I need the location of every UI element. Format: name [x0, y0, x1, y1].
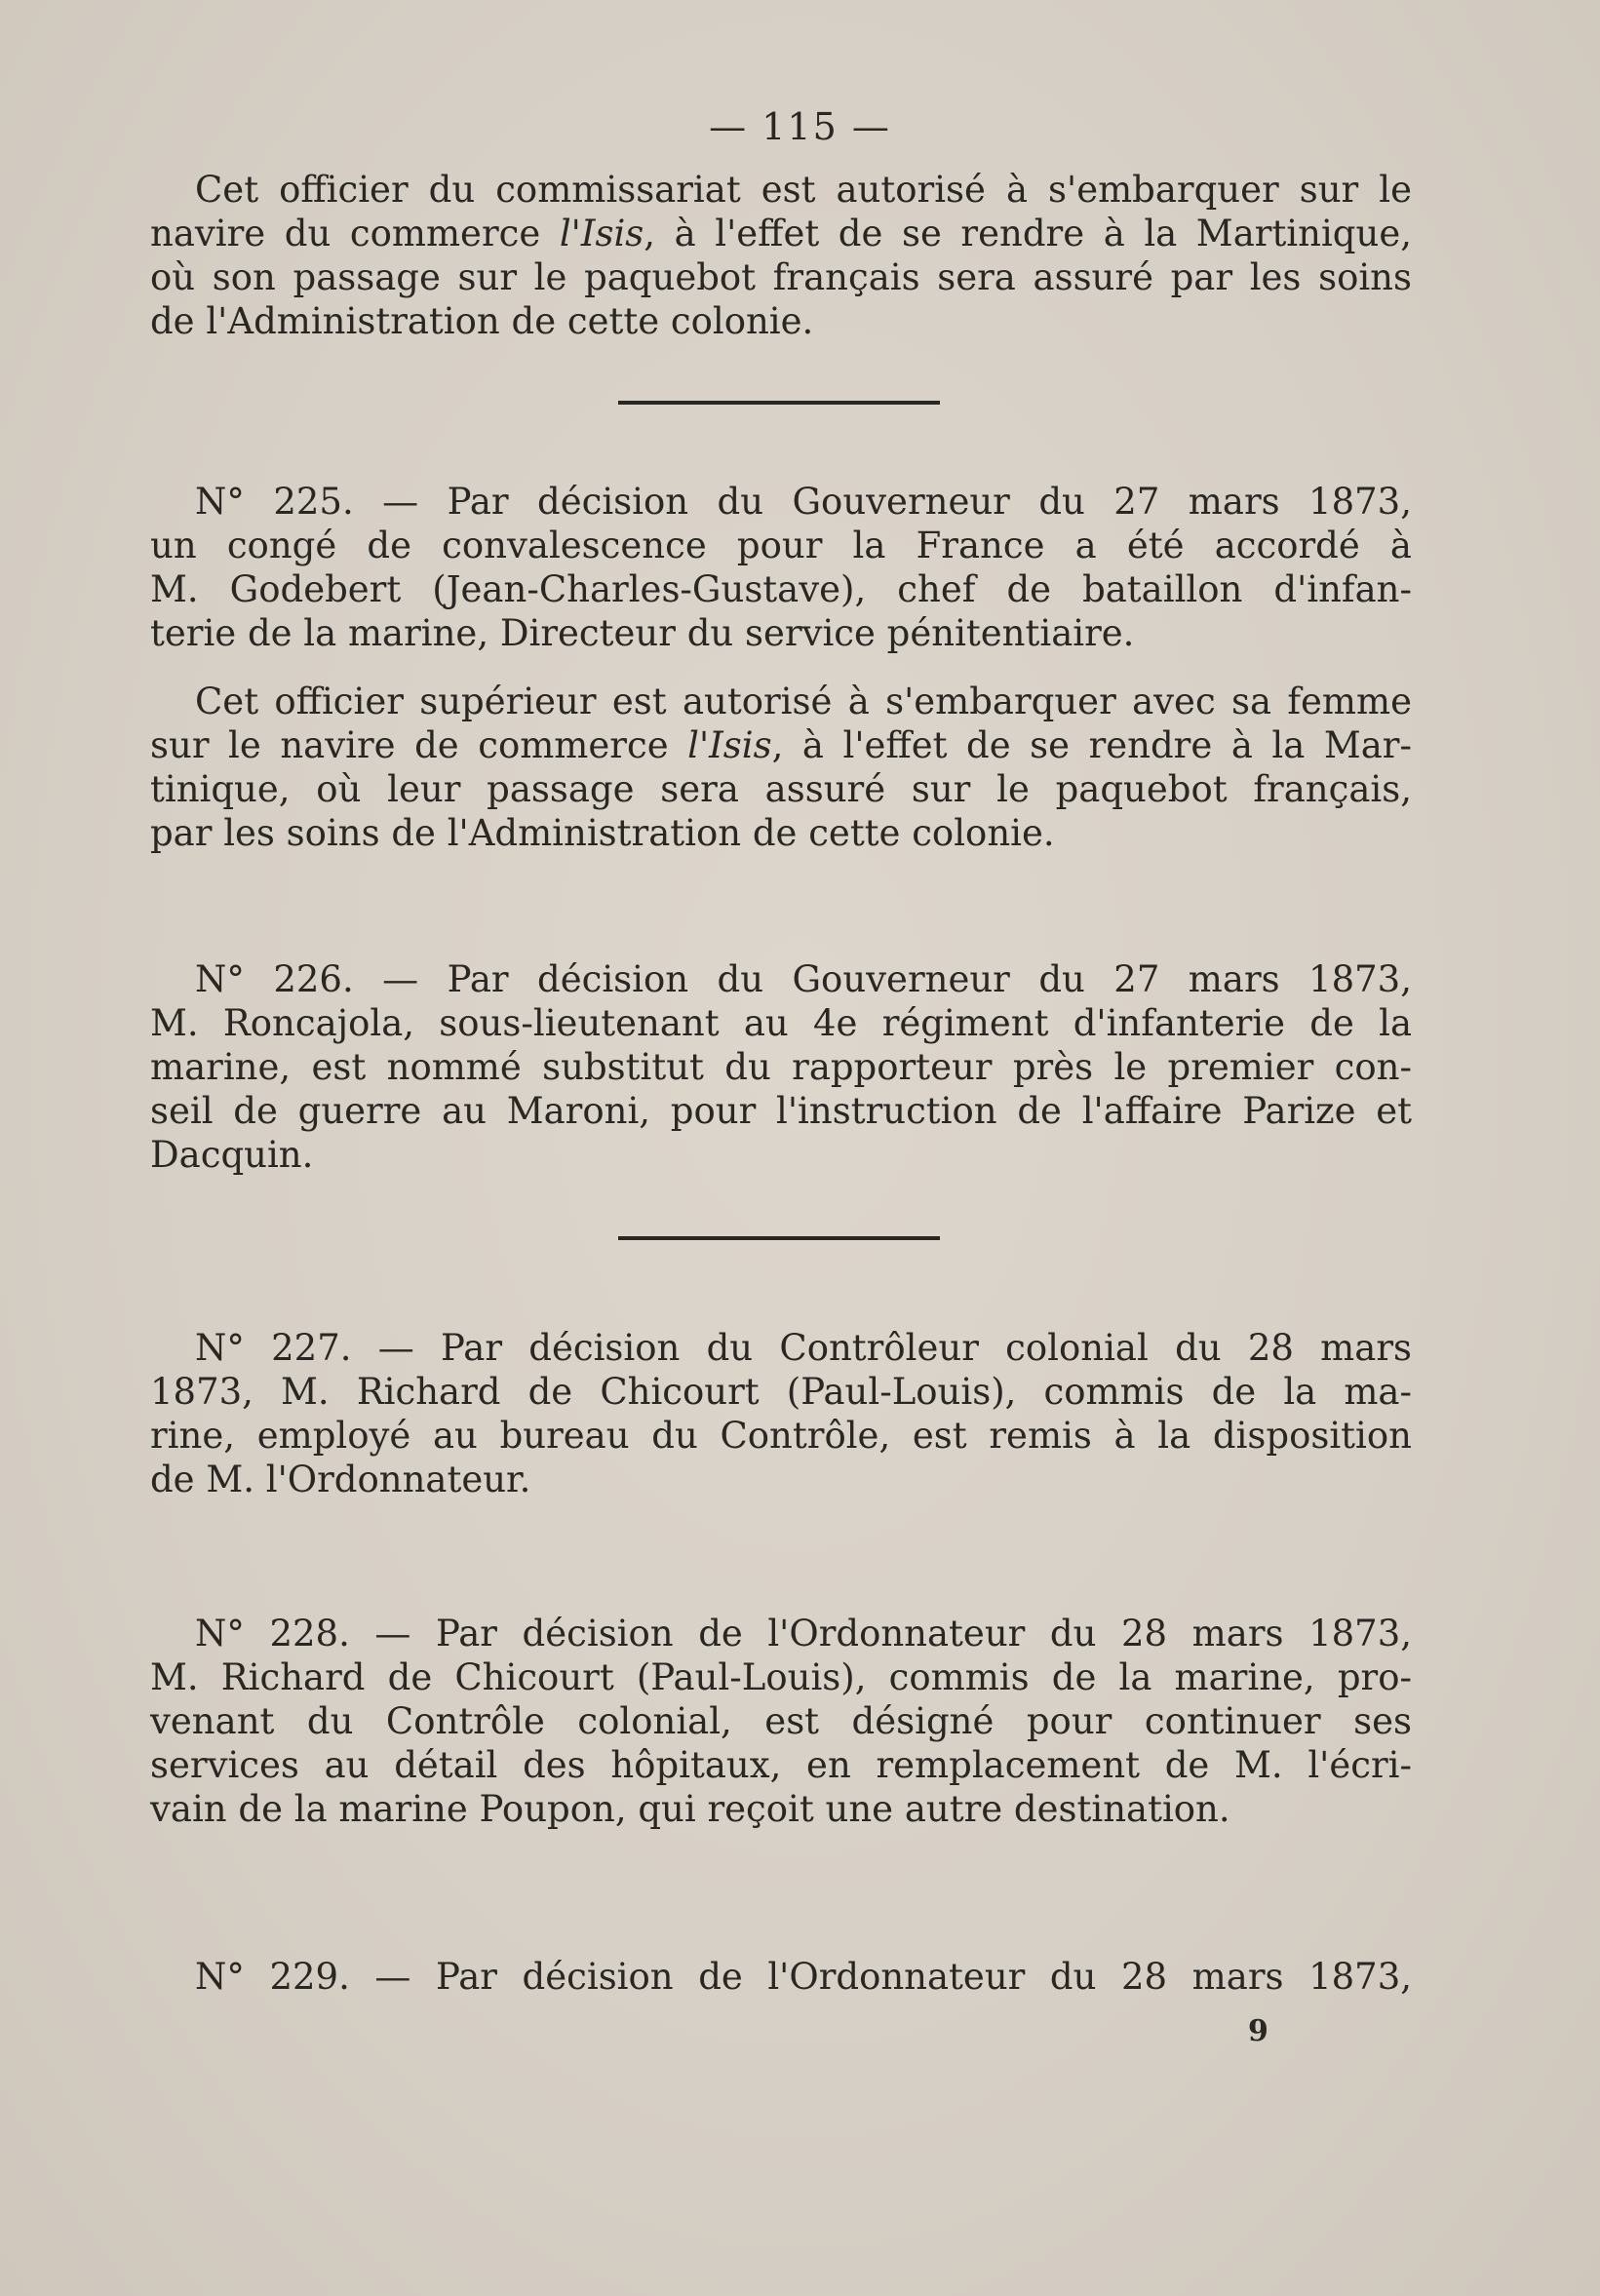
text-line: marine, est nommé substitut du rapporteur près le premier con-: [150, 1046, 1412, 1088]
text-line: navire du commerce l'Isis, à l'effet de se rendre à la Martinique,: [150, 213, 1412, 254]
text-line: tinique, où leur passage sera assuré sur le paquebot français,: [150, 768, 1412, 810]
text-line: N° 227. — Par décision du Contrôleur colonial du 28 mars: [195, 1327, 1412, 1369]
text-line: N° 225. — Par décision du Gouverneur du 27 mars 1873,: [195, 481, 1412, 523]
text-line: N° 226. — Par décision du Gouverneur du 27 mars 1873,: [195, 958, 1412, 1000]
text-line: de l'Administration de cette colonie.: [150, 300, 814, 342]
decision-229: [150, 1955, 1412, 1999]
text-line: seil de guerre au Maroni, pour l'instruction de l'affaire Parize et: [150, 1090, 1412, 1132]
text-line: N° 228. — Par décision de l'Ordonnateur du 28 mars 1873,: [195, 1613, 1412, 1654]
text-line: un congé de convalescence pour la France a été accordé à: [150, 525, 1412, 566]
text-line: M. Richard de Chicourt (Paul-Louis), commis de la marine, pro-: [150, 1656, 1412, 1698]
text-line: N° 229. — Par décision de l'Ordonnateur du 28 mars 1873,: [195, 1956, 1412, 1998]
text-line: par les soins de l'Administration de cette colonie.: [150, 812, 1055, 854]
text-line: terie de la marine, Directeur du service pénitentiaire.: [150, 612, 1135, 654]
section-divider: [618, 1236, 940, 1240]
text-line: M. Roncajola, sous-lieutenant au 4e régiment d'infanterie de la: [150, 1002, 1412, 1044]
text-line: où son passage sur le paquebot français sera assuré par les soins: [150, 256, 1412, 298]
text-line: de M. l'Ordonnateur.: [150, 1459, 531, 1500]
text-line: rine, employé au bureau du Contrôle, est remis à la disposition: [150, 1415, 1412, 1457]
text-line: vain de la marine Poupon, qui reçoit une autre destination.: [150, 1788, 1230, 1830]
decision-225-paragraph-2: [150, 680, 1412, 855]
decision-228: [150, 1612, 1412, 1831]
text-line: Cet officier supérieur est autorisé à s'embarquer avec sa femme: [195, 681, 1412, 722]
page-number: — 115 —: [709, 105, 891, 148]
text-line: sur le navire de commerce l'Isis, à l'effet de se rendre à la Mar-: [150, 724, 1412, 766]
section-divider: [618, 401, 940, 405]
text-line: Dacquin.: [150, 1134, 314, 1176]
text-line: Cet officier du commissariat est autorisé à s'embarquer sur le: [195, 169, 1412, 211]
decision-227: [150, 1326, 1412, 1501]
signature-mark: 9: [1248, 2014, 1268, 2048]
intro-paragraph: [150, 168, 1412, 343]
decision-226: [150, 957, 1412, 1177]
text-line: 1873, M. Richard de Chicourt (Paul-Louis), commis de la ma-: [150, 1371, 1412, 1413]
text-line: M. Godebert (Jean-Charles-Gustave), chef de bataillon d'infan-: [150, 568, 1412, 610]
text-line: services au détail des hôpitaux, en remplacement de M. l'écri-: [150, 1744, 1412, 1786]
decision-225: [150, 480, 1412, 655]
text-line: venant du Contrôle colonial, est désigné pour continuer ses: [150, 1700, 1412, 1742]
